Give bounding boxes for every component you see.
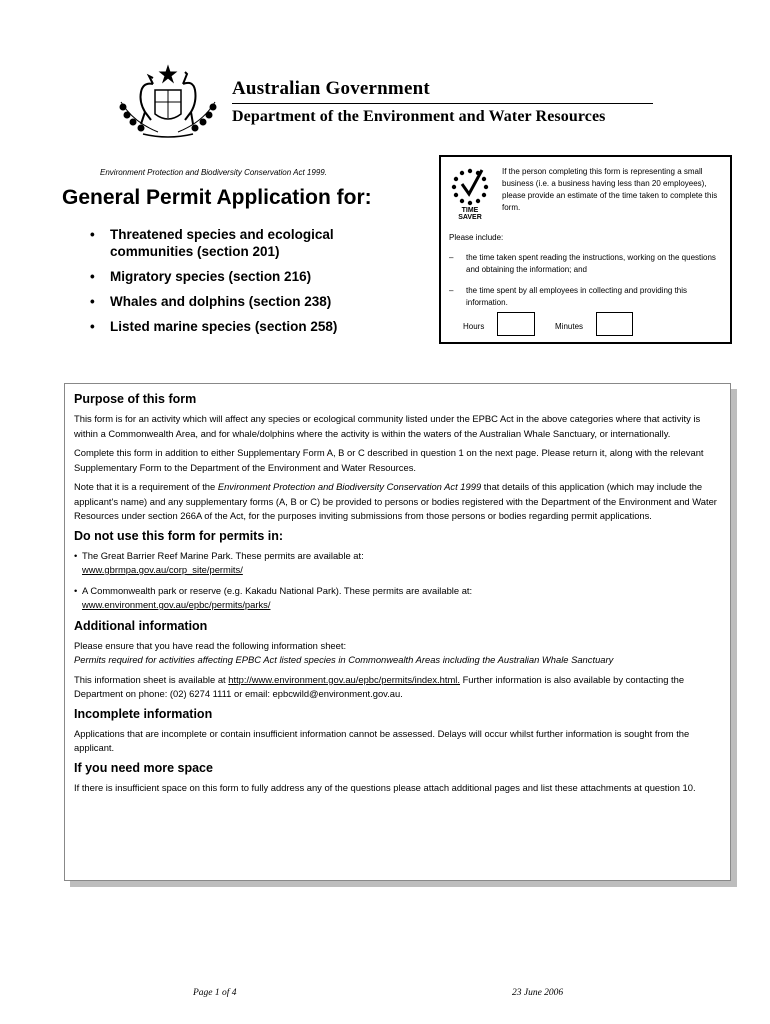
time-saver-label: SAVER bbox=[458, 214, 482, 220]
category-item: • Migratory species (section 216) bbox=[90, 268, 390, 285]
incomplete-text: Applications that are incomplete or contain insufficient information cannot be assessed. Delays will occur whilst further information is sought from the applicant. bbox=[74, 727, 690, 753]
info-sheet-title: Permits required for activities affecting EPBC Act listed species in Commonwealth Areas including the Australian Whale Sanctuary bbox=[74, 654, 614, 665]
additional-text: Please ensure that you have read the following information sheet: bbox=[74, 639, 347, 651]
time-saver-icon bbox=[450, 168, 490, 220]
category-item: • Threatened species and ecological communities (section 201) bbox=[90, 226, 390, 260]
not-use-heading: Do not use this form for permits in: bbox=[74, 528, 284, 543]
purpose-box bbox=[64, 383, 731, 881]
bullet: • bbox=[74, 584, 78, 596]
additional-text: Further information is also available by contacting the Department on phone: (02) 6274 1111 or email: epbcwild@environment.gov.au. bbox=[74, 673, 685, 699]
hours-input[interactable] bbox=[497, 312, 535, 336]
minutes-label: Minutes bbox=[555, 322, 584, 331]
gbrmpa-permits-link[interactable]: www.gbrmpa.gov.au/corp_site/permits/ bbox=[82, 564, 243, 575]
not-use-text: The Great Barrier Reef Marine Park. These permits are available at: bbox=[82, 549, 364, 561]
include-item-text: the time taken spent reading the instructions, working on the questions and obtaining the information; and bbox=[466, 253, 716, 274]
purpose-paragraph: Complete this form in addition to either Supplementary Form A, B or C described in question 1 on the next page. Please return it, along with the relevant Supplementary Form to the Department of the Environment and Water Resources. bbox=[74, 447, 704, 473]
incomplete-heading: Incomplete information bbox=[74, 706, 213, 721]
page-title: General Permit Application for: bbox=[62, 186, 372, 209]
purpose-text: Note that it is a requirement of the bbox=[74, 481, 218, 492]
time-saver-box bbox=[439, 155, 732, 344]
minutes-input[interactable] bbox=[596, 312, 633, 336]
document-date: 23 June 2006 bbox=[512, 988, 564, 998]
purpose-content bbox=[74, 392, 722, 800]
government-title: Australian Government bbox=[232, 78, 430, 99]
purpose-text: that details of this application (which may include the applicant's name) and any supplementary forms (A, B or C) be provided to persons or bodies registered with the Department of the Environment and Water Resources under section 266A of the Act, for the purposes inviting submissions from those persons or bodies regarding permit applications. bbox=[74, 481, 717, 521]
coat-of-arms-logo bbox=[113, 62, 223, 142]
department-title: Department of the Environment and Water Resources bbox=[232, 108, 606, 125]
not-use-item bbox=[74, 549, 722, 578]
more-space-heading: If you need more space bbox=[74, 760, 213, 775]
act-name: Environment Protection and Biodiversity Conservation Act 1999 bbox=[217, 481, 482, 492]
category-list bbox=[90, 226, 390, 343]
act-reference: Environment Protection and Biodiversity Conservation Act 1999. bbox=[100, 168, 327, 177]
additional-paragraph bbox=[74, 639, 722, 668]
parks-permits-link[interactable]: www.environment.gov.au/epbc/permits/parks/ bbox=[82, 599, 271, 610]
additional-text: This information sheet is available at bbox=[74, 673, 229, 685]
dash-marker: – bbox=[449, 253, 454, 262]
time-saver-label: TIME bbox=[461, 207, 479, 214]
dash-marker: – bbox=[449, 286, 454, 295]
header-divider bbox=[232, 103, 653, 104]
purpose-heading: Purpose of this form bbox=[74, 392, 197, 406]
page-number: Page 1 of 4 bbox=[193, 988, 237, 998]
include-item-text: the time spent by all employees in collecting and providing this information. bbox=[466, 286, 688, 307]
bullet: • bbox=[74, 549, 78, 561]
hours-label: Hours bbox=[463, 322, 485, 331]
additional-heading: Additional information bbox=[74, 618, 208, 633]
not-use-item bbox=[74, 584, 722, 613]
time-saver-intro: If the person completing this form is representing a small business (i.e. a business having less than 20 employees), please provide an estimate of the time taken to complete this form. bbox=[502, 167, 718, 212]
more-space-text: If there is insufficient space on this form to fully address any of the questions please attach additional pages and list these attachments at question 10. bbox=[74, 781, 696, 793]
purpose-paragraph bbox=[74, 480, 722, 524]
category-item: • Whales and dolphins (section 238) bbox=[90, 293, 390, 310]
not-use-text: A Commonwealth park or reserve (e.g. Kakadu National Park). These permits are available at: bbox=[82, 584, 473, 596]
purpose-paragraph: This form is for an activity which will affect any species or ecological community listed under the EPBC Act in the above categories where that activity is within a Commonwealth Area, and for whale/dolphins where the activity is within the waters of the Australian Whale Sanctuary, or internationally. bbox=[74, 413, 701, 439]
info-sheet-link[interactable]: http://www.environment.gov.au/epbc/permits/index.html. bbox=[228, 673, 460, 685]
include-item bbox=[449, 252, 724, 276]
include-item bbox=[449, 285, 724, 309]
please-include-label: Please include: bbox=[449, 233, 504, 242]
additional-paragraph bbox=[74, 673, 722, 702]
category-item: • Listed marine species (section 258) bbox=[90, 318, 390, 335]
